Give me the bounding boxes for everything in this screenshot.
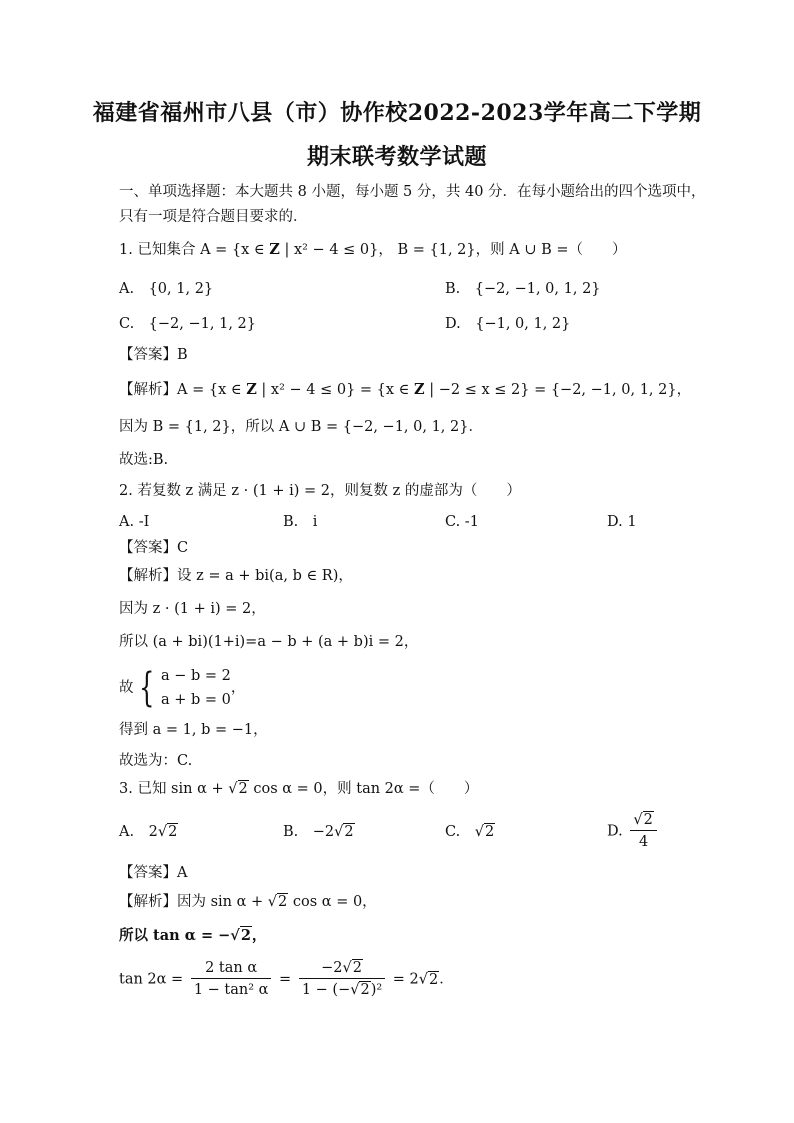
q3-analysis-l1-suffix: cos α = 0， xyxy=(288,894,377,910)
equation-row-1: a − b = 2 xyxy=(160,668,231,684)
equation-row-2: a + b = 0 xyxy=(160,692,231,708)
numerator-radicand: 2 xyxy=(352,960,362,976)
q2-analysis-system xyxy=(119,664,245,712)
q3-analysis-l2-suffix: ， xyxy=(251,927,267,944)
q1-set-a: A = {x ∈ xyxy=(200,242,270,258)
q1-option-d: D. {−1, 0, 1, 2} xyxy=(445,316,571,332)
q3-analysis-l1-radicand: 2 xyxy=(278,894,288,910)
q1-stem-mid: ， xyxy=(378,242,393,258)
q1-analysis-part-b: | x² − 4 ≤ 0} = {x ∈ xyxy=(256,382,415,398)
q3-stem-suffix: cos α = 0，则 tan 2α =（ ） xyxy=(248,781,479,797)
q1-stem-prefix: 1. 已知集合 xyxy=(119,242,196,258)
fraction-numerator: 2 tan α xyxy=(191,958,272,979)
section-instruction-line2: 只有一项是符合题目要求的． xyxy=(119,209,308,225)
q1-option-a: A. {0, 1, 2} xyxy=(119,281,214,297)
integer-set-symbol: Z xyxy=(246,381,257,398)
q3-analysis-l1-prefix: 【解析】因为 sin α + xyxy=(119,894,268,910)
q3-option-b-radicand: 2 xyxy=(344,824,354,840)
document-title-line2: 期末联考数学试题 xyxy=(306,144,487,170)
q3-analysis-line2: 所以 tan α = −√2， xyxy=(119,927,267,944)
q3-analysis-equals: = xyxy=(279,971,292,988)
q3-stem-prefix: 3. 已知 sin α + xyxy=(119,781,229,797)
q3-analysis-fraction-1 xyxy=(191,958,272,1001)
q1-analysis-part-a: A = {x ∈ xyxy=(177,382,247,398)
q1-analysis-line2: 因为 B = {1, 2}，所以 A ∪ B = {−2, −1, 0, 1, 2}． xyxy=(119,419,483,435)
q2-option-d: D. 1 xyxy=(607,514,637,530)
equation-system xyxy=(161,664,231,712)
fraction-denominator: 1 − (−√2)² xyxy=(301,982,383,998)
q3-option-d xyxy=(607,810,660,853)
integer-set-symbol: Z xyxy=(414,381,425,398)
numerator-prefix: −2 xyxy=(321,960,343,976)
q3-analysis-l2-radicand: 2 xyxy=(240,927,251,944)
q3-option-d-radicand: 2 xyxy=(643,812,653,828)
fraction-denominator: 4 xyxy=(638,834,649,850)
q1-set-a-cond: | x² − 4 ≤ 0} xyxy=(279,242,379,258)
fraction-denominator: 1 − tan² α xyxy=(193,982,269,998)
q3-analysis-line3 xyxy=(119,958,454,1001)
result-end: ． xyxy=(439,971,454,988)
q3-analysis-fraction-2 xyxy=(299,958,385,1001)
q1-answer: 【答案】B xyxy=(119,347,188,363)
q3-option-b-prefix: B. −2 xyxy=(283,824,335,840)
q2-analysis-line2: 因为 z · (1 + i) = 2， xyxy=(119,601,266,617)
q3-analysis-result: = 2√2． xyxy=(392,971,454,988)
denominator-suffix: )² xyxy=(370,982,383,998)
left-brace: { xyxy=(138,665,154,711)
q1-option-b: B. {−2, −1, 0, 1, 2} xyxy=(445,281,601,297)
q1-analysis-line3: 故选:B. xyxy=(119,452,169,468)
q3-stem-radicand: 2 xyxy=(238,781,248,797)
q3-option-c-radicand: 2 xyxy=(484,824,495,840)
q2-system-suffix: ， xyxy=(230,680,246,696)
q1-analysis-part-c: | −2 ≤ x ≤ 2} = {−2, −1, 0, 1, 2}， xyxy=(424,382,692,398)
q2-option-c: C. -1 xyxy=(445,514,479,530)
q2-option-a: A. -I xyxy=(119,514,150,530)
result-radicand: 2 xyxy=(429,971,439,988)
q3-option-c-prefix: C. xyxy=(445,824,475,840)
denominator-prefix: 1 − (− xyxy=(301,982,351,998)
q2-stem: 2. 若复数 z 满足 z · (1 + i) = 2，则复数 z 的虚部为（ ） xyxy=(119,483,521,499)
q1-stem-suffix: ，则 A ∪ B =（ ） xyxy=(475,242,627,258)
q2-option-b: B. i xyxy=(283,514,318,530)
section-instruction-line1: 一、单项选择题：本大题共 8 小题，每小题 5 分，共 40 分．在每小题给出的四个选项中， xyxy=(119,184,706,200)
q1-analysis-label: 【解析】 xyxy=(119,382,177,398)
q1-stem xyxy=(119,240,627,260)
denominator-radicand: 2 xyxy=(360,982,370,998)
q3-answer: 【答案】A xyxy=(119,865,188,881)
q3-analysis-line1: 【解析】因为 sin α + √2 cos α = 0， xyxy=(119,894,377,910)
q3-option-a-radicand: 2 xyxy=(168,824,178,840)
q3-option-a-prefix: A. 2 xyxy=(119,824,158,840)
q3-analysis-lhs: tan 2α = xyxy=(119,971,184,988)
q2-answer: 【答案】C xyxy=(119,540,189,556)
q1-option-c: C. {−2, −1, 1, 2} xyxy=(119,316,256,332)
q2-analysis-line5: 得到 a = 1, b = −1， xyxy=(119,722,268,738)
q3-option-c: C. √2 xyxy=(445,824,495,840)
document-title-line1: 福建省福州市八县（市）协作校2022-2023学年高二下学期 xyxy=(92,100,702,126)
q1-analysis-line1 xyxy=(119,380,691,400)
q1-set-b: B = {1, 2} xyxy=(397,242,476,258)
q2-system-prefix: 故 xyxy=(119,680,134,696)
q3-stem: 3. 已知 sin α + √2 cos α = 0，则 tan 2α =（ ） xyxy=(119,781,479,797)
q2-analysis-line6: 故选为：C. xyxy=(119,753,193,769)
result-prefix: = 2 xyxy=(392,971,419,988)
q2-analysis-line3: 所以 (a + bi)(1+i)=a − b + (a + b)i = 2， xyxy=(119,634,419,650)
fraction-numerator: −2√2 xyxy=(299,958,385,979)
q3-analysis-l2-prefix: 所以 tan α = − xyxy=(119,927,231,944)
q3-option-d-fraction xyxy=(630,810,656,853)
q3-option-b: B. −2√2 xyxy=(283,824,354,840)
integer-set-symbol: Z xyxy=(269,241,280,258)
q3-option-a: A. 2√2 xyxy=(119,824,178,840)
fraction-numerator: √2 xyxy=(630,810,656,831)
q3-option-d-prefix: D. xyxy=(607,823,623,840)
q2-analysis-line1: 【解析】设 z = a + bi(a, b ∈ R)， xyxy=(119,568,353,584)
